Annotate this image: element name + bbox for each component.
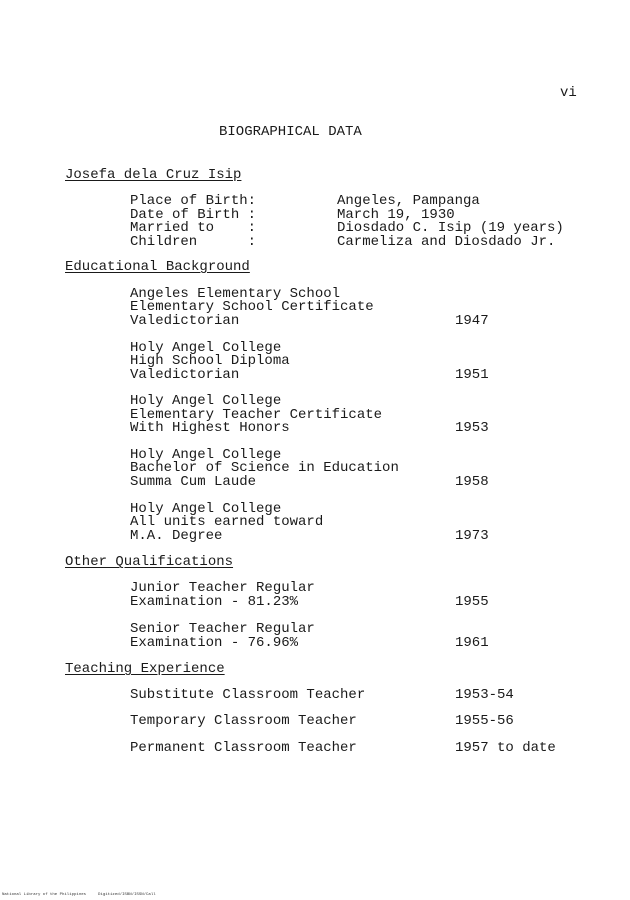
personal-label: Children : (130, 234, 257, 250)
personal-value: Carmeliza and Diosdado Jr. (337, 234, 556, 250)
experience-years: 1957 to date (455, 740, 556, 756)
qualification-line: Examination - 76.96% (130, 635, 299, 651)
qualification-line: Junior Teacher Regular (130, 580, 315, 596)
page-title: BIOGRAPHICAL DATA (219, 124, 362, 140)
education-line: High School Diploma (130, 353, 290, 369)
personal-label: Place of Birth: (130, 193, 257, 209)
education-line: Holy Angel College (130, 447, 282, 463)
personal-value: Angeles, Pampanga (337, 193, 480, 209)
education-year: 1947 (455, 313, 489, 329)
experience-position: Temporary Classroom Teacher (130, 713, 357, 729)
section-heading-qualifications: Other Qualifications (65, 554, 234, 570)
experience-position: Permanent Classroom Teacher (130, 740, 357, 756)
education-year: 1958 (455, 474, 489, 490)
qualification-year: 1961 (455, 635, 489, 651)
education-line: With Highest Honors (130, 420, 290, 436)
education-line: Angeles Elementary School (130, 286, 341, 302)
education-line: Bachelor of Science in Education (130, 460, 399, 476)
page-number: vi (560, 85, 577, 101)
education-line: Holy Angel College (130, 501, 282, 517)
section-heading-experience: Teaching Experience (65, 661, 225, 677)
education-line: Summa Cum Laude (130, 474, 257, 490)
education-line: Valedictorian (130, 367, 240, 383)
experience-position: Substitute Classroom Teacher (130, 687, 366, 703)
personal-label: Date of Birth : (130, 207, 257, 223)
personal-value: Diosdado C. Isip (19 years) (337, 220, 564, 236)
education-line: Elementary School Certificate (130, 299, 374, 315)
person-name: Josefa dela Cruz Isip (65, 167, 242, 183)
education-line: Holy Angel College (130, 393, 282, 409)
footer-attribution: National Library of the Philippines Digitized/ISBN/ISSN/Call (2, 893, 156, 897)
education-year: 1951 (455, 367, 489, 383)
personal-value: March 19, 1930 (337, 207, 455, 223)
education-line: Elementary Teacher Certificate (130, 407, 383, 423)
experience-years: 1955-56 (455, 713, 514, 729)
qualification-line: Senior Teacher Regular (130, 621, 315, 637)
education-line: All units earned toward (130, 514, 324, 530)
education-line: M.A. Degree (130, 528, 223, 544)
education-year: 1973 (455, 528, 489, 544)
experience-years: 1953-54 (455, 687, 514, 703)
personal-label: Married to : (130, 220, 257, 236)
education-year: 1953 (455, 420, 489, 436)
qualification-line: Examination - 81.23% (130, 594, 299, 610)
education-line: Valedictorian (130, 313, 240, 329)
education-line: Holy Angel College (130, 340, 282, 356)
section-heading-education: Educational Background (65, 259, 250, 275)
qualification-year: 1955 (455, 594, 489, 610)
